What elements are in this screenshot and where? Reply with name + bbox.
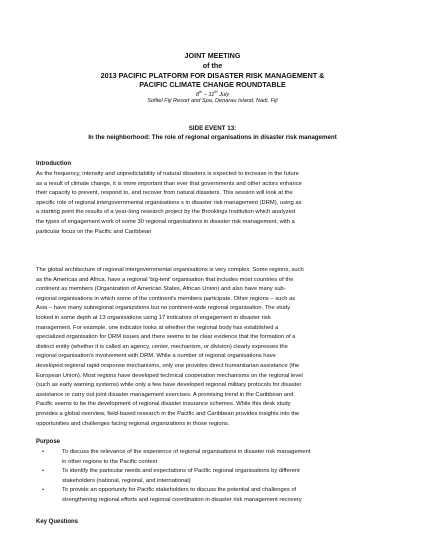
meeting-title-line2: of the xyxy=(202,61,223,70)
bullet-line: To provide an opportunity for Pacific stakeholders to discuss the potential and challenges of xyxy=(62,487,297,494)
paragraph-line: specific role of regional intergovernmental organisations s in disaster risk management (DRM), using as xyxy=(36,199,302,206)
paragraph-line: specialized organisation for DRM issues and there seems to be clear evidence that the formation of a xyxy=(36,334,296,341)
bullet-dot-icon: • xyxy=(42,449,45,455)
paragraph-line: provides a global overview, field-based research in the Pacific and Caribbean provides insights into the xyxy=(36,410,300,417)
paragraph-line: a starting point the results of a year-long research project by the Brookings Institution which analyzed xyxy=(36,209,296,216)
paragraph-line: opportunities and challenges facing regional organizations in those regions. xyxy=(36,420,230,427)
paragraph-line: European Union). Most regions have developed technical cooperation mechanisms on the regional level xyxy=(36,372,303,379)
bullet-line: To discuss the relevance of the experience of regional organisations in disaster risk management xyxy=(62,449,311,455)
bullet-line: strengthening regional efforts and regional coordination in disaster risk management recovery xyxy=(62,496,302,503)
paragraph-line: as a result of climate change, it is more important than ever that governments and other actors enhance xyxy=(36,180,302,187)
list-item xyxy=(42,448,402,467)
paragraph-line: continent as members (Organization of American States, African Union) and also have many sub- xyxy=(36,286,286,293)
global-architecture-paragraph xyxy=(36,266,396,429)
meeting-title-line4: PACIFIC CLIMATE CHANGE ROUNDTABLE xyxy=(139,80,286,89)
meeting-title-line3: 2013 PACIFIC PLATFORM FOR DISASTER RISK MANAGEMENT & xyxy=(100,71,325,80)
bullet-dot-icon: • xyxy=(42,487,45,494)
introduction-heading: Introduction xyxy=(36,161,71,167)
meeting-venue: Sofitel Fiji Resort and Spa, Denarau Island, Nadi, Fiji xyxy=(147,98,278,104)
paragraph-line: the types of engagement work of some 30 regional organisations in disaster risk management, with a xyxy=(36,218,295,225)
bullet-dot-icon: • xyxy=(42,468,45,475)
purpose-heading: Purpose xyxy=(36,439,61,445)
paragraph-line: Pacific seems to be the development of regional disaster insurance schemes. While this desk study xyxy=(36,401,291,408)
meeting-dates: 8th – 11th July xyxy=(195,89,230,98)
side-event-title: In the neighborhood: The role of regional organisations in disaster risk management xyxy=(88,134,337,141)
list-item xyxy=(42,486,402,505)
key-questions-heading: Key Questions xyxy=(36,519,79,525)
paragraph-line: particular focus on the Pacific and Caribbean xyxy=(36,228,152,235)
list-item xyxy=(42,467,402,486)
paragraph-line: As the frequency, intensity and unpredictability of natural disasters is expected to increase in the future xyxy=(36,171,299,177)
paragraph-line: distinct entity (whether it is called an agency, center, mechanism, or division) clearly expresses the xyxy=(36,343,288,350)
paragraph-line: assistance or carry out joint disaster management exercises. A promising trend in the Caribbean and xyxy=(36,391,294,398)
paragraph-line: looked in some depth at 13 organisations using 17 indicators of engagement in disaster risk xyxy=(36,314,271,321)
bullet-line: stakeholders (national, regional, and international) xyxy=(62,477,191,484)
bullet-line: To identify the particular needs and expectations of Pacific regional organisations by different xyxy=(62,468,300,475)
side-event-label: SIDE EVENT 13: xyxy=(188,125,237,132)
introduction-paragraph xyxy=(36,170,396,237)
paragraph-line: regional organisations in which some of the continent's members participate. Other regions – such as xyxy=(36,295,296,302)
paragraph-line: their capacity to prevent, respond to, and recover from natural disasters. This session will look at the xyxy=(36,190,293,197)
meeting-title-line1: JOINT MEETING xyxy=(184,51,241,60)
purpose-list xyxy=(42,448,402,506)
paragraph-line: as the Americas and Africa, have a regional 'big-tent' organisation that includes most countries of the xyxy=(36,276,294,283)
paragraph-line: Asia – have many subregional organizstions but no continent-wide regional organisation. The study xyxy=(36,305,291,312)
paragraph-line: (such as early warning systems) while only a few have developed regional military protocols for disaster xyxy=(36,382,302,389)
paragraph-line: management. For example, one indicator looks at whether the regional body has established a xyxy=(36,324,279,331)
paragraph-line: developed regional rapid response mechanisms, only one provides direct humanitarian assistance (the xyxy=(36,362,300,369)
paragraph-line: The global architecture of regional intergovernmental organisations is very complex. Some regions, such xyxy=(36,267,304,273)
paragraph-line: regional organisation's involvement with DRM. While a number of regional organisations have xyxy=(36,353,276,360)
bullet-line: in other regions to the Pacific context xyxy=(62,458,158,465)
